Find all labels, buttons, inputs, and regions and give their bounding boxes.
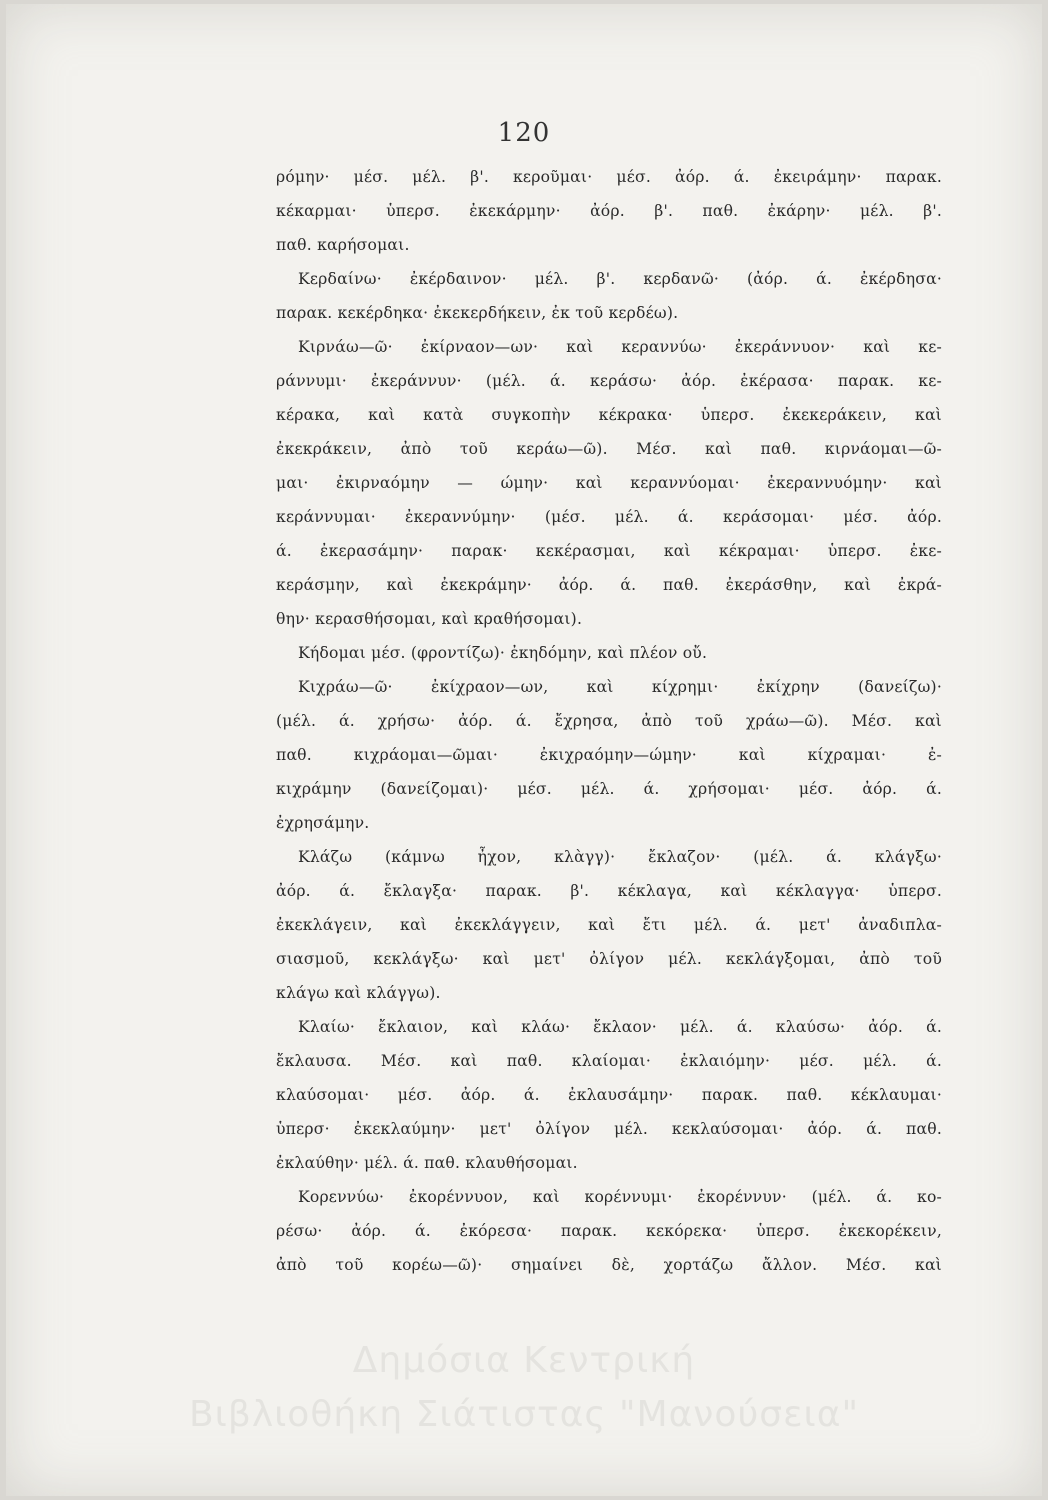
entry-headword-line: Κήδομαι μέσ. (φροντίζω)· ἐκηδόμην, καὶ πλέον οὔ. — [298, 644, 708, 662]
text-line: κεράννυμαι· ἐκεραννύμην· (μέσ. μέλ. ά. κεράσομαι· μέσ. ἀόρ. — [276, 508, 942, 526]
text-line: (μέλ. ά. χρήσω· ἀόρ. ά. ἔχρησα, ἀπὸ τοῦ χράω—ῶ). Μέσ. καὶ — [276, 712, 942, 730]
text-line: ἐχρησάμην. — [276, 814, 370, 832]
text-line: ἀπὸ τοῦ κορέω—ῶ)· σημαίνει δὲ, χορτάζω ἄλλον. Μέσ. καὶ — [276, 1256, 942, 1274]
text-line: παθ. κιχράομαι—ῶμαι· ἐκιχραόμην—ώμην· καὶ κίχραμαι· ἐ- — [276, 746, 942, 764]
text-line: κλαύσομαι· μέσ. ἀόρ. ά. ἐκλαυσάμην· παρακ. παθ. κέκλαυμαι· — [276, 1086, 942, 1104]
text-line: ά. ἐκερασάμην· παρακ· κεκέρασμαι, καὶ κέκραμαι· ὑπερσ. ἐκε- — [276, 542, 942, 560]
library-watermark-line-2: Βιβλιοθήκη Σιάτιστας "Μανούσεια" — [188, 1394, 860, 1435]
text-line: θην· κερασθήσομαι, καὶ κραθήσομαι). — [276, 610, 583, 628]
text-line: μαι· ἐκιρναόμην — ώμην· καὶ κεραννύομαι· ἐκεραννυόμην· καὶ — [276, 474, 942, 492]
text-line: ρόμην· μέσ. μέλ. β'. κεροῦμαι· μέσ. ἀόρ. ά. ἐκειράμην· παρακ. — [276, 168, 942, 186]
entry-headword-line: Κορεννύω· ἐκορέννυον, καὶ κορέννυμι· ἐκορέννυν· (μέλ. ά. κο- — [298, 1188, 942, 1206]
text-line: ρέσω· ἀόρ. ά. ἐκόρεσα· παρακ. κεκόρεκα· ὑπερσ. ἐκεκορέκειν, — [276, 1222, 942, 1240]
text-line: ἐκλαύθην· μέλ. ά. παθ. κλαυθήσομαι. — [276, 1154, 578, 1172]
entry-headword-line: Κερδαίνω· ἐκέρδαινον· μέλ. β'. κερδανῶ· (ἀόρ. ά. ἐκέρδησα· — [298, 270, 942, 288]
text-line: ἔκλαυσα. Μέσ. καὶ παθ. κλαίομαι· ἐκλαιόμην· μέσ. μέλ. ά. — [276, 1052, 942, 1070]
text-line: ράννυμι· ἐκεράννυν· (μέλ. ά. κεράσω· ἀόρ. ἐκέρασα· παρακ. κε- — [276, 372, 942, 390]
text-line: κέρακα, καὶ κατὰ συγκοπὴν κέκρακα· ὑπερσ. ἐκεκεράκειν, καὶ — [276, 406, 942, 424]
text-line: παρακ. κεκέρδηκα· ἐκεκερδήκειν, ἐκ τοῦ κερδέω). — [276, 304, 679, 322]
text-line: ἐκεκλάγειν, καὶ ἐκεκλάγγειν, καὶ ἔτι μέλ. ά. μετ' ἀναδιπλα- — [276, 916, 942, 934]
text-line: σιασμοῦ, κεκλάγξω· καὶ μετ' ὀλίγον μέλ. κεκλάγξομαι, ἀπὸ τοῦ — [276, 950, 942, 968]
entry-headword-line: Κλάζω (κάμνω ἦχον, κλὰγγ)· ἔκλαζον· (μέλ. ά. κλάγξω· — [298, 848, 942, 866]
text-line: ἐκεκράκειν, ἀπὸ τοῦ κεράω—ῶ). Μέσ. καὶ παθ. κιρνάομαι—ῶ- — [276, 440, 942, 458]
text-line: κέκαρμαι· ὑπερσ. ἐκεκάρμην· ἀόρ. β'. παθ. ἐκάρην· μέλ. β'. — [276, 202, 942, 220]
text-line: κιχράμην (δανείζομαι)· μέσ. μέλ. ά. χρήσομαι· μέσ. ἀόρ. ά. — [276, 780, 942, 798]
entry-headword-line: Κλαίω· ἔκλαιον, καὶ κλάω· ἔκλαον· μέλ. ά. κλαύσω· ἀόρ. ά. — [298, 1018, 942, 1036]
text-line: ὑπερσ· ἐκεκλαύμην· μετ' ὀλίγον μέλ. κεκλαύσομαι· ἀόρ. ά. παθ. — [276, 1120, 942, 1138]
entry-headword-line: Κιχράω—ῶ· ἐκίχραον—ων, καὶ κίχρημι· ἐκίχρην (δανείζω)· — [298, 678, 942, 696]
text-line: παθ. καρήσομαι. — [276, 236, 410, 254]
text-line: ἀόρ. ά. ἔκλαγξα· παρακ. β'. κέκλαγα, καὶ κέκλαγγα· ὑπερσ. — [276, 882, 942, 900]
body-text — [276, 160, 942, 1282]
entry-headword-line: Κιρνάω—ῶ· ἐκίρναον—ων· καὶ κεραννύω· ἐκεράννυον· καὶ κε- — [298, 338, 942, 356]
library-watermark-line-1: Δημόσια Κεντρική — [352, 1340, 696, 1381]
text-line: κεράσμην, καὶ ἐκεκράμην· ἀόρ. ά. παθ. ἐκεράσθην, καὶ ἐκρά- — [276, 576, 942, 594]
page-number: 120 — [497, 118, 551, 148]
text-line: κλάγω καὶ κλάγγω). — [276, 984, 441, 1002]
